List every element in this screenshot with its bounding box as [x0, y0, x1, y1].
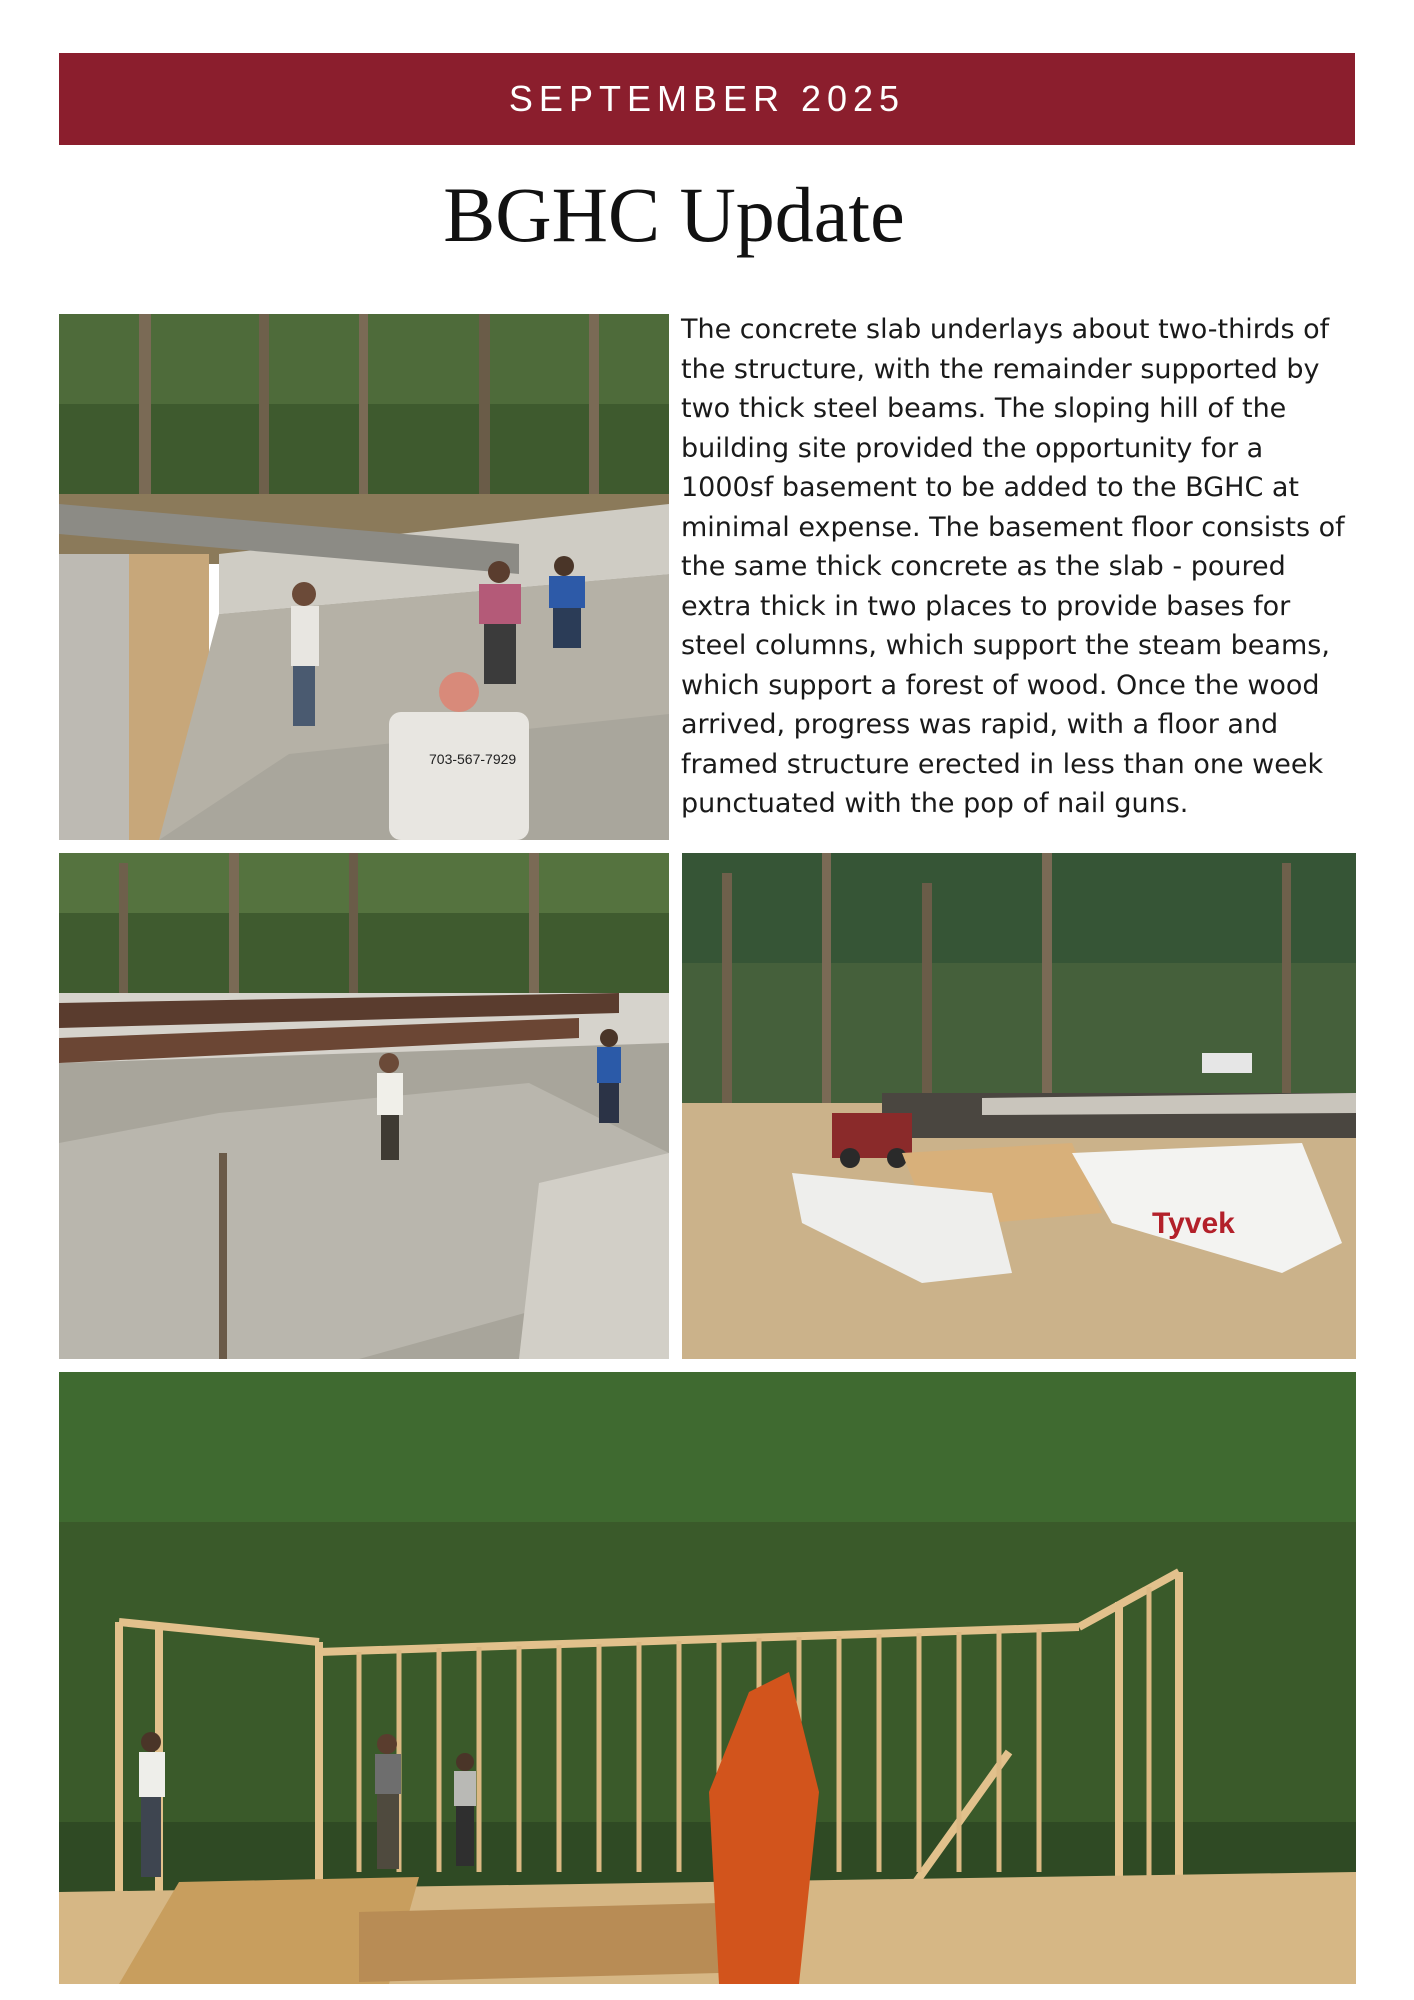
tyvek-wrap-text: Tyvek: [1152, 1207, 1235, 1240]
date-banner: [59, 53, 1355, 145]
photo-lumber-delivery: [682, 853, 1356, 1359]
page-title: BGHC Update: [443, 171, 905, 258]
article-body: The concrete slab underlays about two-thirds of the structure, with the remainder supported by two thick steel beams. The sloping hill of the building site provided the opportunity for a 1000sf basement to be added to the BGHC at minimal expense. The basement floor consists of the same thick concrete as the slab - poured extra thick in two places to provide bases for steel columns, which support the steam beams, which support a forest of wood. Once the wood arrived, progress was rapid, with a floor and framed structure erected in less than one week punctuated with the pop of nail guns.: [681, 314, 1345, 819]
photo-basement-slab: [59, 853, 669, 1359]
date-banner-text: SEPTEMBER 2025: [508, 78, 906, 119]
photo-wood-framing: [59, 1372, 1356, 1984]
photo-concrete-pour: [59, 314, 669, 840]
shirt-phone-text: 703-567-7929: [429, 751, 517, 767]
